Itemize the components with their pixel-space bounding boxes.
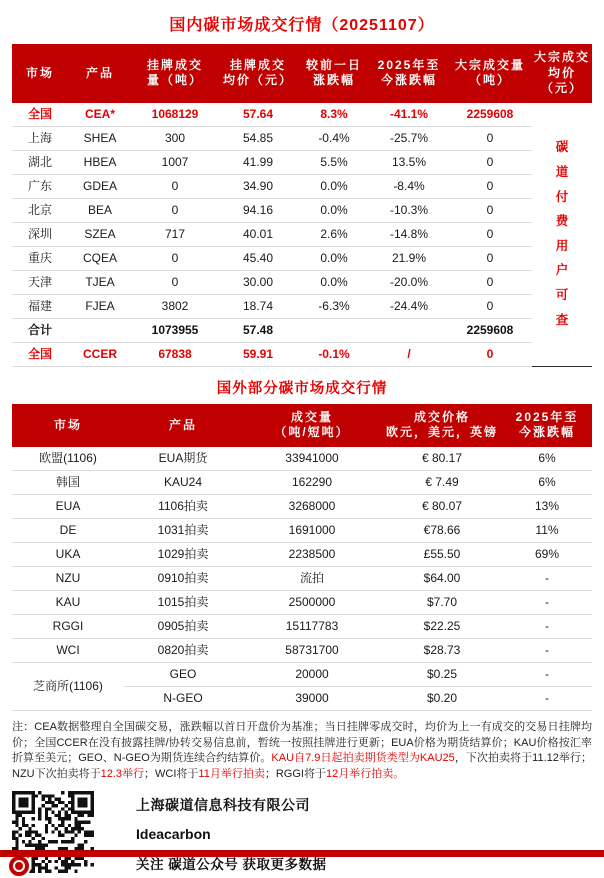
cell-market: 天津	[12, 270, 68, 294]
cell-product: 1106拍卖	[124, 494, 242, 518]
cell-market: 全国	[12, 103, 68, 127]
cell-market: NZU	[12, 566, 124, 590]
cell-volume: 流拍	[242, 566, 382, 590]
cell-ytd-change: -10.3%	[370, 198, 448, 222]
cell-product: 0905拍卖	[124, 614, 242, 638]
cell-market: 上海	[12, 126, 68, 150]
cell-volume: 2238500	[242, 542, 382, 566]
domestic-table-row	[12, 150, 592, 174]
cell-volume: 1691000	[242, 518, 382, 542]
domestic-header-row	[12, 44, 592, 103]
cell-day-change: 0.0%	[298, 174, 370, 198]
cell-volume: 20000	[242, 662, 382, 686]
cell-listed-avg-price: 94.16	[218, 198, 298, 222]
cell-market: 韩国	[12, 470, 124, 494]
cell-listed-avg-price: 34.90	[218, 174, 298, 198]
cell-product: BEA	[68, 198, 132, 222]
cell-market: 北京	[12, 198, 68, 222]
cell-product: 0820拍卖	[124, 638, 242, 662]
qr-code	[12, 791, 94, 873]
cell-product: KAU24	[124, 470, 242, 494]
domestic-table-row	[12, 294, 592, 318]
cell-listed-avg-price: 30.00	[218, 270, 298, 294]
cell-listed-avg-price: 57.48	[218, 318, 298, 342]
cell-market: KAU	[12, 590, 124, 614]
cell-listed-avg-price: 41.99	[218, 150, 298, 174]
cell-price: $28.73	[382, 638, 502, 662]
cell-day-change: 2.6%	[298, 222, 370, 246]
cell-ytd-change: 6%	[502, 447, 592, 471]
cell-price: € 80.17	[382, 447, 502, 471]
domestic-column-header: 大宗成交 均价（元）	[532, 44, 592, 103]
cell-market: DE	[12, 518, 124, 542]
page-title: 国内碳市场成交行情（20251107）	[169, 17, 435, 34]
cell-market: 重庆	[12, 246, 68, 270]
cell-ytd-change: -	[502, 686, 592, 710]
intl-table-row	[12, 470, 592, 494]
cell-bulk-volume: 0	[448, 126, 532, 150]
intl-column-header: 成交量 （吨/短吨）	[242, 404, 382, 447]
cell-listed-volume: 1073955	[132, 318, 218, 342]
domestic-table-row	[12, 246, 592, 270]
cell-price: € 80.07	[382, 494, 502, 518]
cell-product: CCER	[68, 342, 132, 366]
intl-table-row	[12, 518, 592, 542]
cell-ytd-change: -	[502, 590, 592, 614]
cell-volume: 162290	[242, 470, 382, 494]
footnote-segment: ；WCI将于	[144, 767, 199, 780]
cell-market: 芝商所(1106)	[12, 662, 124, 710]
intl-table-row	[12, 447, 592, 471]
cell-market: WCI	[12, 638, 124, 662]
cell-volume: 15117783	[242, 614, 382, 638]
cell-ytd-change: -	[502, 566, 592, 590]
cell-product: FJEA	[68, 294, 132, 318]
company-info	[136, 791, 327, 873]
intl-table-row	[12, 542, 592, 566]
cell-price: $7.70	[382, 590, 502, 614]
footnote	[12, 720, 592, 782]
cell-ytd-change: 13%	[502, 494, 592, 518]
cell-day-change	[298, 318, 370, 342]
cell-listed-volume: 3802	[132, 294, 218, 318]
intl-table-row	[12, 638, 592, 662]
cell-volume: 58731700	[242, 638, 382, 662]
intl-table-row	[12, 494, 592, 518]
cell-bulk-volume: 0	[448, 198, 532, 222]
company-name: 上海碳道信息科技有限公司	[136, 797, 310, 814]
cell-price: $0.20	[382, 686, 502, 710]
cell-ytd-change: -	[502, 614, 592, 638]
intl-table-row	[12, 590, 592, 614]
cell-ytd-change: -8.4%	[370, 174, 448, 198]
footnote-segment: ，下次拍卖将于11.12举行；NZU下次拍卖将于	[12, 752, 592, 780]
cell-listed-avg-price: 57.64	[218, 103, 298, 127]
cell-ytd-change: -24.4%	[370, 294, 448, 318]
cell-product: SZEA	[68, 222, 132, 246]
cell-product: TJEA	[68, 270, 132, 294]
domestic-column-header: 大宗成交量 （吨）	[448, 44, 532, 103]
cell-bulk-volume: 2259608	[448, 103, 532, 127]
domestic-table-row	[12, 103, 592, 127]
cell-price: €78.66	[382, 518, 502, 542]
domestic-column-header: 较前一日 涨跌幅	[298, 44, 370, 103]
cell-listed-avg-price: 59.91	[218, 342, 298, 366]
cell-market: 合计	[12, 318, 68, 342]
domestic-table-row	[12, 126, 592, 150]
domestic-column-header: 挂牌成交 均价（元）	[218, 44, 298, 103]
footnote-segment: ；RGGI将于	[264, 767, 326, 780]
cell-ytd-change: 11%	[502, 518, 592, 542]
cell-ytd-change: -	[502, 662, 592, 686]
cell-ytd-change: -20.0%	[370, 270, 448, 294]
cell-ytd-change: 69%	[502, 542, 592, 566]
intl-table-row	[12, 662, 592, 686]
cell-day-change: 0.0%	[298, 198, 370, 222]
cell-listed-volume: 0	[132, 174, 218, 198]
cell-market: 欧盟(1106)	[12, 447, 124, 471]
cell-product: SHEA	[68, 126, 132, 150]
cell-ytd-change: -14.8%	[370, 222, 448, 246]
cell-listed-volume: 67838	[132, 342, 218, 366]
cell-ytd-change	[370, 318, 448, 342]
cell-ytd-change: 21.9%	[370, 246, 448, 270]
cell-bulk-volume: 0	[448, 294, 532, 318]
cell-market: UKA	[12, 542, 124, 566]
cell-listed-avg-price: 54.85	[218, 126, 298, 150]
domestic-table	[12, 44, 592, 367]
cell-volume: 2500000	[242, 590, 382, 614]
domestic-column-header: 市场	[12, 44, 68, 103]
domestic-table-row	[12, 174, 592, 198]
cell-listed-avg-price: 40.01	[218, 222, 298, 246]
footnote-segment: 12月举行拍卖。	[325, 767, 405, 780]
intl-column-header: 2025年至 今涨跌幅	[502, 404, 592, 447]
cell-market: 全国	[12, 342, 68, 366]
cell-market: 广东	[12, 174, 68, 198]
intl-column-header: 产品	[124, 404, 242, 447]
cell-listed-avg-price: 45.40	[218, 246, 298, 270]
cell-bulk-volume: 0	[448, 150, 532, 174]
cell-ytd-change: /	[370, 342, 448, 366]
cell-ytd-change: 13.5%	[370, 150, 448, 174]
cell-market: EUA	[12, 494, 124, 518]
cell-listed-avg-price: 18.74	[218, 294, 298, 318]
intl-table	[12, 404, 592, 711]
intl-column-header: 成交价格 欧元，美元，英镑	[382, 404, 502, 447]
cell-listed-volume: 0	[132, 198, 218, 222]
intl-table-row	[12, 566, 592, 590]
cell-product: GEO	[124, 662, 242, 686]
cell-product: EUA期货	[124, 447, 242, 471]
cell-day-change: 0.0%	[298, 270, 370, 294]
cell-product: 1015拍卖	[124, 590, 242, 614]
cell-market: RGGI	[12, 614, 124, 638]
domestic-column-header: 产品	[68, 44, 132, 103]
cell-price: £55.50	[382, 542, 502, 566]
cell-ytd-change: 6%	[502, 470, 592, 494]
cell-day-change: -0.4%	[298, 126, 370, 150]
cell-product: GDEA	[68, 174, 132, 198]
cell-day-change: 8.3%	[298, 103, 370, 127]
cell-price: $0.25	[382, 662, 502, 686]
footnote-segment: 注：CEA数据整理自全国碳交易，涨跌幅以首日开盘价为基准；当日挂牌零成交时，均价为上一有成交的交易日挂牌均价；全国CCER在没有披露挂牌/协转交易信息前，暂统一按照挂牌进行更新；EUA价格为期货结算价；KAU价格按汇率折算至美元；GEO、N-GEO为期货连续合约结算价。	[12, 720, 592, 765]
cell-listed-volume: 300	[132, 126, 218, 150]
footnote-segment: KAU自7.9日起拍卖期货类型为KAU25	[271, 752, 455, 765]
domestic-column-header: 挂牌成交 量（吨）	[132, 44, 218, 103]
cell-day-change: 0.0%	[298, 246, 370, 270]
intl-section-title: 国外部分碳市场成交行情	[216, 380, 388, 397]
cell-volume: 39000	[242, 686, 382, 710]
follow-text: 关注 碳道公众号 获取更多数据	[136, 857, 327, 873]
cell-price: € 7.49	[382, 470, 502, 494]
intl-column-header: 市场	[12, 404, 124, 447]
ideacarbon-logo-badge	[7, 854, 31, 878]
footer	[12, 791, 592, 873]
cell-volume: 33941000	[242, 447, 382, 471]
cell-product: CEA*	[68, 103, 132, 127]
cell-listed-volume: 717	[132, 222, 218, 246]
footnote-segment: 11月举行拍卖	[198, 767, 265, 780]
footnote-segment: 12.3举行	[100, 767, 145, 780]
paid-user-vertical-note: 碳 道 付 费 用 户 可 查	[555, 140, 569, 327]
cell-listed-volume: 1068129	[132, 103, 218, 127]
cell-listed-volume: 0	[132, 270, 218, 294]
domestic-table-row	[12, 222, 592, 246]
cell-day-change: 5.5%	[298, 150, 370, 174]
cell-ytd-change: -41.1%	[370, 103, 448, 127]
cell-product: 1031拍卖	[124, 518, 242, 542]
cell-market: 深圳	[12, 222, 68, 246]
cell-market: 福建	[12, 294, 68, 318]
cell-product: 0910拍卖	[124, 566, 242, 590]
cell-bulk-volume: 0	[448, 246, 532, 270]
cell-day-change: -6.3%	[298, 294, 370, 318]
intl-header-row	[12, 404, 592, 447]
cell-product: 1029拍卖	[124, 542, 242, 566]
cell-market: 湖北	[12, 150, 68, 174]
cell-bulk-volume: 0	[448, 222, 532, 246]
cell-product: CQEA	[68, 246, 132, 270]
domestic-table-row	[12, 198, 592, 222]
cell-bulk-volume: 0	[448, 270, 532, 294]
domestic-column-header: 2025年至 今涨跌幅	[370, 44, 448, 103]
cell-ytd-change: -25.7%	[370, 126, 448, 150]
domestic-table-row	[12, 342, 592, 366]
cell-bulk-volume: 0	[448, 342, 532, 366]
intl-table-row	[12, 614, 592, 638]
cell-day-change: -0.1%	[298, 342, 370, 366]
cell-product	[68, 318, 132, 342]
brand-name: Ideacarbon	[136, 826, 211, 843]
cell-price: $64.00	[382, 566, 502, 590]
cell-product: N-GEO	[124, 686, 242, 710]
cell-bulk-volume: 0	[448, 174, 532, 198]
cell-bulk-volume: 2259608	[448, 318, 532, 342]
cell-volume: 3268000	[242, 494, 382, 518]
cell-listed-volume: 0	[132, 246, 218, 270]
domestic-table-row	[12, 270, 592, 294]
cell-ytd-change: -	[502, 638, 592, 662]
cell-listed-volume: 1007	[132, 150, 218, 174]
bottom-red-bar	[0, 850, 604, 857]
domestic-table-row	[12, 318, 592, 342]
cell-price: $22.25	[382, 614, 502, 638]
cell-product: HBEA	[68, 150, 132, 174]
